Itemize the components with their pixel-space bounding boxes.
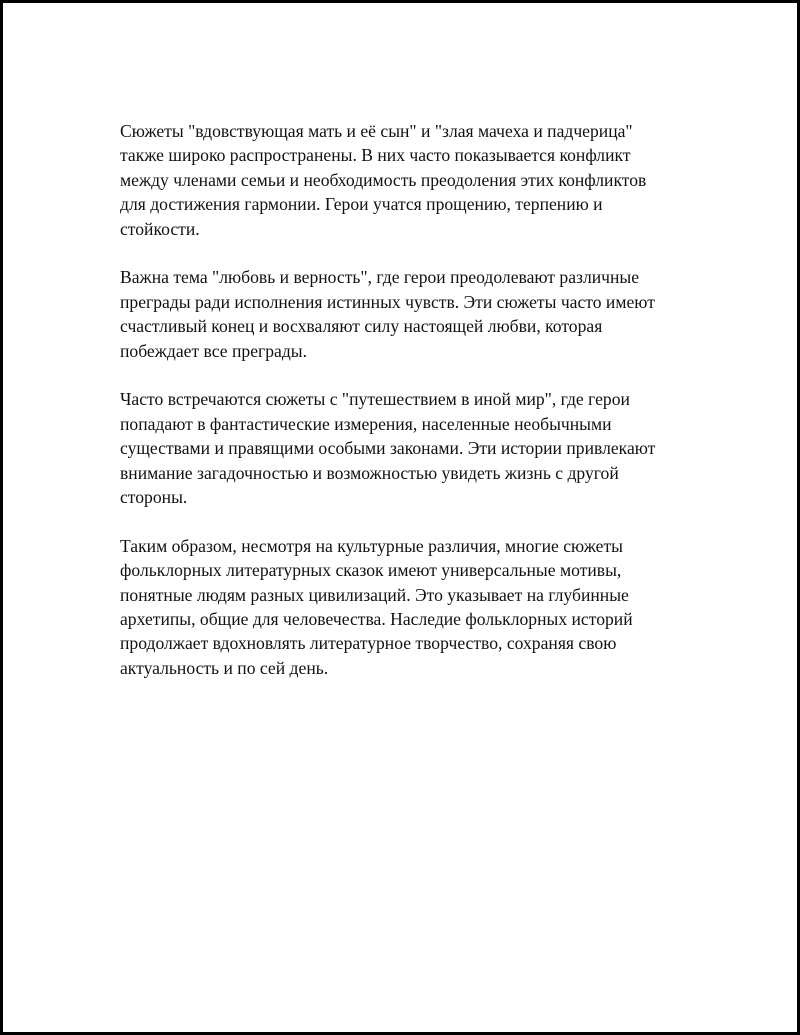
- text-line: архетипы, общие для человечества. Наследие фольклорных историй: [120, 609, 633, 630]
- text-line: Часто встречаются сюжеты с "путешествием в иной мир", где герои: [120, 389, 630, 410]
- text-line: для достижения гармонии. Герои учатся прощению, терпению и: [120, 194, 603, 215]
- text-line: продолжает вдохновлять литературное творчество, сохраняя свою: [120, 633, 617, 654]
- paragraph-3: [120, 387, 700, 509]
- text-line: преграды ради исполнения истинных чувств. Эти сюжеты часто имеют: [120, 291, 655, 312]
- document-body: [120, 119, 700, 705]
- text-line: между членами семьи и необходимость преодоления этих конфликтов: [120, 169, 647, 190]
- text-line: внимание загадочностью и возможностью увидеть жизнь с другой: [120, 462, 619, 483]
- text-line: стойкости.: [120, 218, 200, 239]
- paragraph-2: [120, 265, 700, 363]
- paragraph-1: [120, 119, 700, 241]
- text-line: счастливый конец и восхваляют силу настоящей любви, которая: [120, 316, 603, 337]
- text-line: Сюжеты "вдовствующая мать и её сын" и "злая мачеха и падчерица": [120, 121, 633, 141]
- text-line: побеждает все преграды.: [120, 340, 308, 361]
- text-line: актуальность и по сей день.: [120, 657, 329, 678]
- paragraph-4: [120, 534, 700, 680]
- text-line: попадают в фантастические измерения, населенные необычными: [120, 413, 612, 434]
- text-line: также широко распространены. В них часто показывается конфликт: [120, 145, 631, 166]
- text-line: фольклорных литературных сказок имеют универсальные мотивы,: [120, 560, 622, 581]
- text-line: понятные людям разных цивилизаций. Это указывает на глубинные: [120, 584, 629, 605]
- text-line: Таким образом, несмотря на культурные различия, многие сюжеты: [120, 535, 623, 556]
- text-line: Важна тема "любовь и верность", где герои преодолевают различные: [120, 267, 640, 288]
- text-line: стороны.: [120, 487, 188, 508]
- text-line: существами и правящими особыми законами. Эти истории привлекают: [120, 438, 656, 459]
